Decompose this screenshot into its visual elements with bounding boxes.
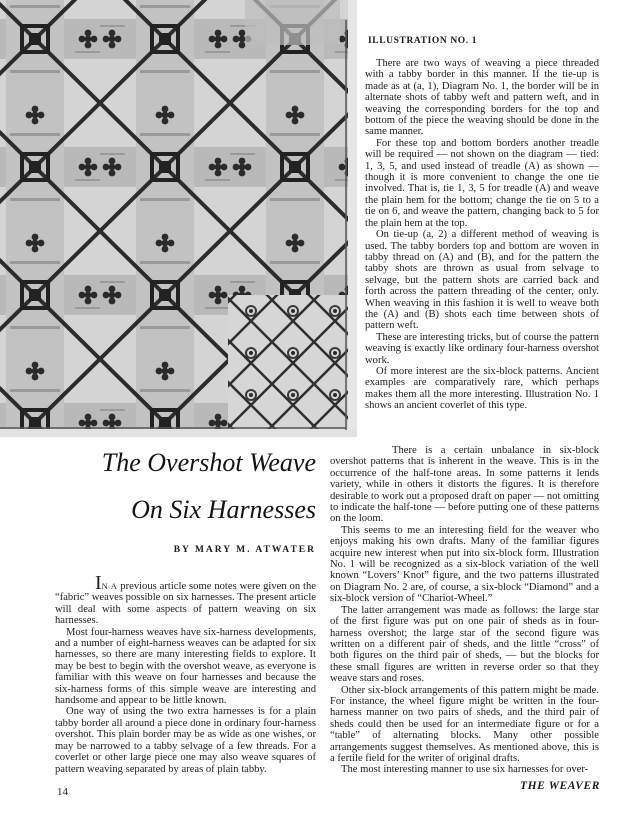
paragraph: One way of using the two extra harnesses is for a plain tabby border all around a piece done in ordinary four-harness overshot. This plain border may be as wide as one wishes, or may be narrowed to a tabby selvage of a few threads. For a coverlet or other large piece one may also weave squares of pattern weaving separated by areas of plain tabby. [55,706,316,775]
right-column-bottom [330,445,599,776]
paragraph: For these top and bottom borders another treadle will be required — not shown on the diagram — tied: 1, 3, 5, and used instead of treadle (A) as shown — though it is more convenient to change the one tie involved. That is, tie 1, 3, 5 for treadle (A) and weave the plain hem for the bottom; change the tie on 5 to a tie on 6, and weave the pattern, changing back to 5 for the plain hem at the top. [365,137,599,229]
paragraph: Of more interest are the six-block patterns. Ancient examples are comparatively rare, which perhaps makes them all the more interesting. Illustration No. 1 shows an ancient coverlet of this type. [365,365,599,412]
coverlet-photo [0,0,357,437]
overshot-pattern-image [0,0,357,437]
paragraph: Most four-harness weaves have six-harness developments, and a number of eight-harness weaves can be adapted for six harnesses, so there are many interesting fields to explore. It may be best to begin with the overshot weave, as everyone is familiar with this weave on four harnesses and because the six-harness forms of this simple weave are interesting and handsome and appear to be little known. [55,626,316,707]
lead-smallcaps: N A [101,581,118,591]
paragraph: There are two ways of weaving a piece threaded with a tabby border in this manner. If the tie-up is made as at (a, 1), Diagram No. 1, the border will be in alternate shots of tabby weft and pattern weft, and in weaving the corresponding borders for the top and bottom of the piece the weaving should be done in the same manner. [365,58,599,138]
paragraph: These are interesting tricks, but of course the pattern weaving is exactly like ordinary four-harness overshot work. [365,331,599,366]
paragraph: This seems to me an interesting field for the weaver who enjoys making his own drafts. Many of the familiar figures acquire new interest when put into six-block form. Illustration No. 1 will be recognized as a six-block variation of the well known “Lovers’ Knot” figure, and the two patterns illustrated on Diagram No. 2 are, of course, a six-block “Diamond” and a six-block version of “Chariot-Wheel.” [330,524,599,605]
drop-cap: I [95,572,102,594]
left-column-body [55,572,316,775]
author-byline: BY MARY M. ATWATER [173,545,316,555]
paragraph: There is a certain unbalance in six-block overshot patterns that is inherent in the weave. This is in the occurrence of the half-tone areas. In some patterns it lends variety, while in others it distorts the figures. It is therefore desirable to work out a proposed draft on paper — not omitting to indicate the half-tone — before putting one of these patterns on the loom. [330,445,599,525]
right-column-top [365,36,599,412]
lead-text: previous article some notes were given on the “fabric” weaves possible on six harnesses. The present article will deal with some aspects of pattern weaving on six harnesses. [55,581,316,627]
publication-name: THE WEAVER [520,780,601,792]
article-title-line-2: On Six Harnesses [131,495,316,524]
paragraph: The latter arrangement was made as follows: the large star of the first figure was put on one pair of sheds as in four-harness overshot; the large star of the second figure was written on a different pair of sheds, and the little “cross” of both figures on the third pair of sheds, — but the blocks for these small figures are written in reverse order so that they weave stars and roses. [330,604,599,685]
paragraph: The most interesting manner to use six harnesses for over- [341,764,589,776]
lead-paragraph [55,572,316,627]
illustration-caption: ILLUSTRATION NO. 1 [368,36,478,46]
article-title-line-1: The Overshot Weave [101,448,316,477]
paragraph: On tie-up (a, 2) a different method of weaving is used. The tabby borders top and bottom are woven in tabby thread on (A) and (B), and for the pattern the tabby shots are thrown as usual from selvage to selvage, but the pattern shots are carried back and forth across the pattern threading of the center, only. When weaving in this fashion it is well to weave both the (A) and (B) shots each time between shots of pattern weft. [365,229,599,332]
paragraph: Other six-block arrangements of this pattern might be made. For instance, the wheel figure might be written in the four-harness manner on two pairs of sheds, and the third pair of sheds could then be used for an intermediate figure or for a “table” of alternating blocks. Many other possible arrangements suggest themselves. As mentioned above, this is a fertile field for the writer of original drafts. [330,684,599,764]
article-header [0,450,316,555]
page-number: 14 [57,786,68,798]
